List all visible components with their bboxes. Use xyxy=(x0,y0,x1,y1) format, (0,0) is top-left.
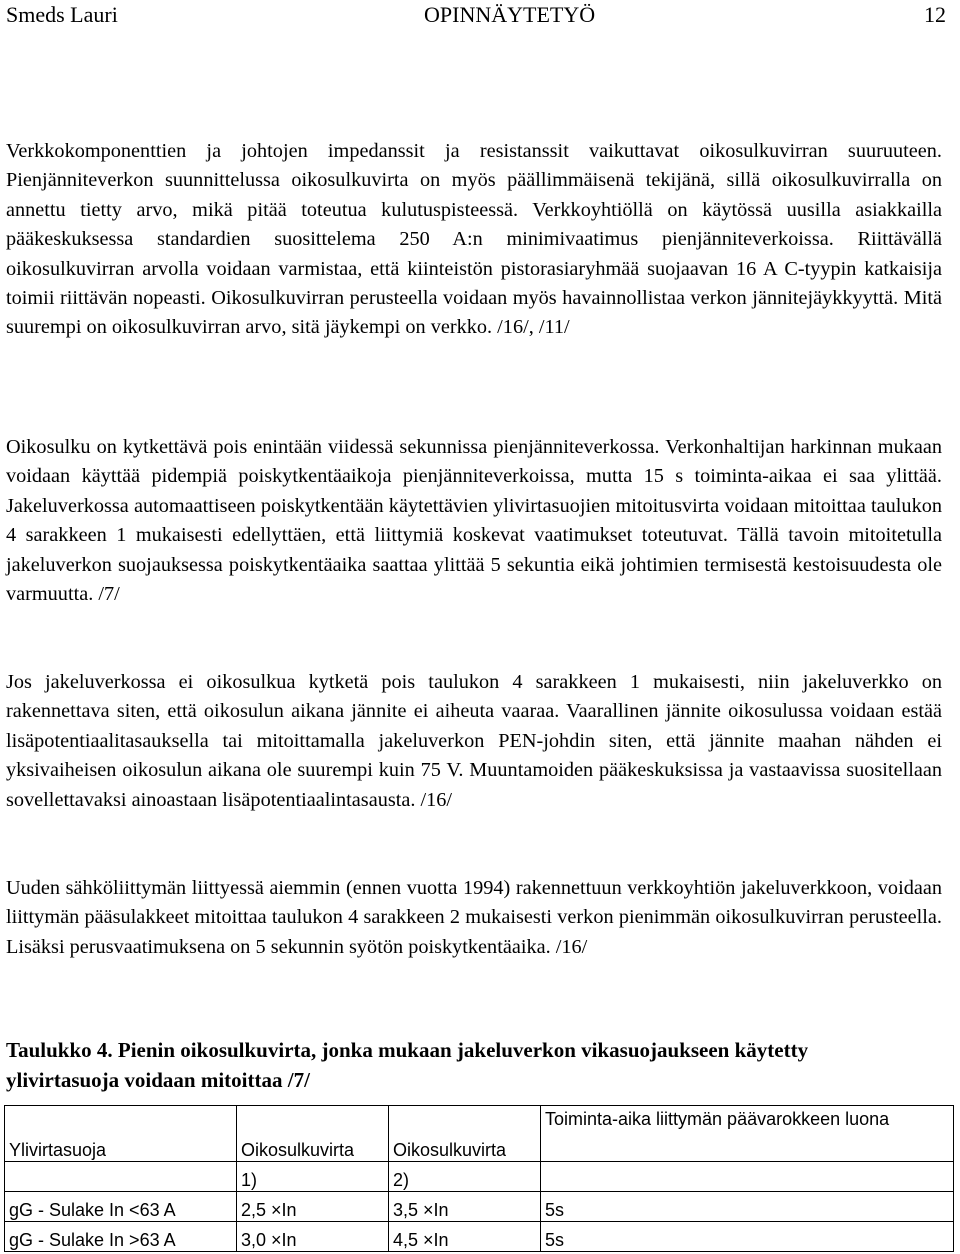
page-number: 12 xyxy=(924,2,946,27)
table-header-cell: Ylivirtasuoja xyxy=(5,1106,237,1162)
table-row xyxy=(5,1192,954,1222)
page-header xyxy=(6,2,946,32)
paragraph-pen-conductor: Jos jakeluverkossa ei oikosulkua kytketä pois taulukon 4 sarakkeen 1 mukaisesti, niin jakeluverkko on rakennettava siten, että oikosulun aikana jännite ei aiheuta vaaraa. Vaarallinen jännite oikosulussa voidaan estää lisäpotentiaalitasauksella tai mitoittamalla jakeluverkon PEN-johdin siten, että jännite maahan nähden ei yksivaiheisen oikosulun aikana ole suurempi kuin 75 V. Muuntamoiden pääkeskuksissa ja vastaavissa suositellaan sovellettavaksi ainoastaan lisäpotentiaalintasausta. /16/ xyxy=(6,671,942,811)
paragraph-new-connection: Uuden sähköliittymän liittyessä aiemmin (ennen vuotta 1994) rakennettuun verkkoyhtiön jakeluverkkoon, voidaan liittymän pääsulakkeet mitoittaa taulukon 4 sarakkeen 2 mukaisesti verkon pienimmän oikosulkuvirran perusteella. Lisäksi perusvaatimuksena on 5 sekunnin syötön poiskytkentäaika. /16/ xyxy=(6,877,942,958)
table-header-row xyxy=(5,1106,954,1162)
table-subheader-cell xyxy=(541,1162,954,1192)
table-header-cell: Toiminta-aika liittymän päävarokkeen luona xyxy=(541,1106,954,1162)
table-header-cell: Oikosulkuvirta xyxy=(389,1106,541,1162)
table-cell: gG - Sulake In <63 A xyxy=(5,1192,237,1222)
table-cell: 5s xyxy=(541,1192,954,1222)
table-cell: 3,0 ×In xyxy=(237,1222,389,1252)
header-author: Smeds Lauri xyxy=(6,2,118,27)
table-subheader-cell: 2) xyxy=(389,1162,541,1192)
table-cell: 2,5 ×In xyxy=(237,1192,389,1222)
paragraph-disconnection-time: Oikosulku on kytkettävä pois enintään viidessä sekunnissa pienjänniteverkossa. Verkonhaltijan harkinnan mukaan voidaan käyttää pidempiä poiskytkentäaikoja pienjänniteverkoissa, mutta 15 s toiminta-aikaa ei saa ylittää. Jakeluverkossa automaattiseen poiskytkentään käytettävien ylivirtasuojien mitoitusvirta voidaan mitoittaa taulukon 4 sarakkeen 1 mukaisesti edellyttäen, että liittymiä koskevat vaatimukset toteutuvat. Tällä tavoin mitoitetulla jakeluverkon suojauksessa poiskytkentäaika saattaa ylittää 5 sekuntia eikä johtimien termisestä kestoisuudesta ole varmuutta. /7/ xyxy=(6,436,942,606)
table-subheader-cell xyxy=(5,1162,237,1192)
paragraph-impedance: Verkkokomponenttien ja johtojen impedanssit ja resistanssit vaikuttavat oikosulkuvirran suuruuteen. Pienjänniteverkon suunnittelussa oikosulkuvirta on myös päällimmäisenä tekijänä, sillä oikosulkuvirralla on annettu tietty arvo, mikä pitää toteutua kulutuspisteessä. Verkkoyhtiöllä on käytössä uusilla asiakkailla pääkeskuksessa standardien suosittelema 250 A:n minimivaatimus pienjänniteverkoissa. Riittävällä oikosulkuvirran arvolla voidaan varmistaa, että kiinteistön pistorasiaryhmää suojaavan 16 A C-tyypin katkaisija toimii riittävän nopeasti. Oikosulkuvirran perusteella voidaan myös havainnollistaa verkon jännitejäykkyyttä. Mitä suurempi on oikosulkuvirran arvo, sitä jäykempi on verkko. /16/, /11/ xyxy=(6,140,942,339)
protection-table xyxy=(4,1105,954,1252)
table-cell: 5s xyxy=(541,1222,954,1252)
header-title: OPINNÄYTETYÖ xyxy=(424,2,596,27)
table-cell: 3,5 ×In xyxy=(389,1192,541,1222)
table-subheader-cell: 1) xyxy=(237,1162,389,1192)
table-row xyxy=(5,1222,954,1252)
table-caption: Taulukko 4. Pienin oikosulkuvirta, jonka mukaan jakeluverkon vikasuojaukseen käytetty ylivirtasuoja voidaan mitoittaa /7/ xyxy=(6,1038,809,1092)
table-header-cell: Oikosulkuvirta xyxy=(237,1106,389,1162)
table-cell: 4,5 ×In xyxy=(389,1222,541,1252)
table-cell: gG - Sulake In >63 A xyxy=(5,1222,237,1252)
table-subheader-row xyxy=(5,1162,954,1192)
